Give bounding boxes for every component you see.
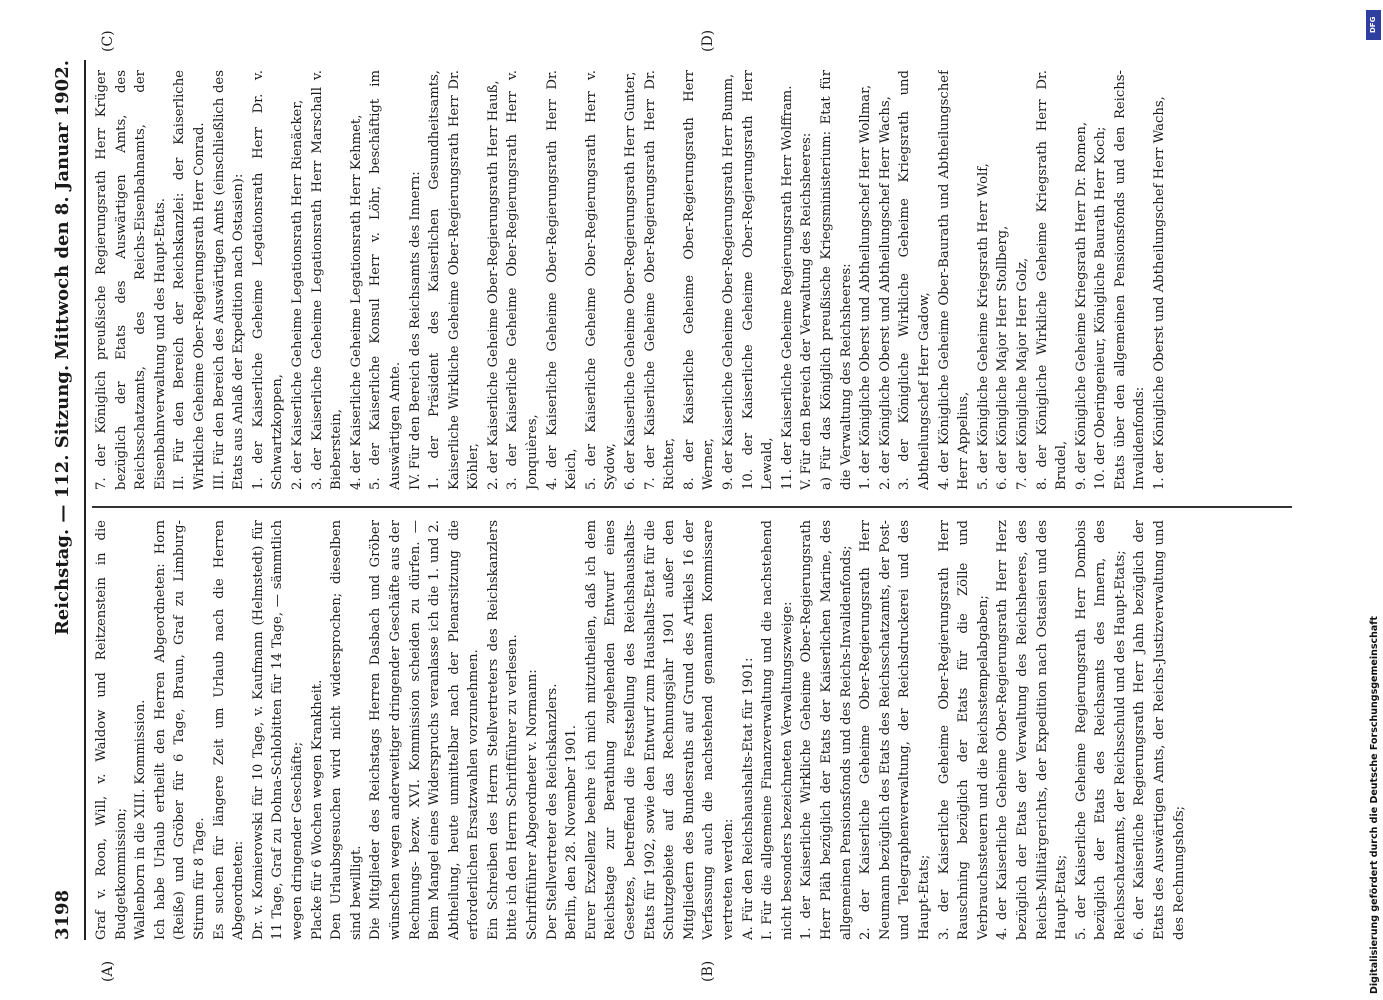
- text-paragraph: 5. der Kaiserliche Geheime Ober-Regierungsrath Herr v. Sydow,: [583, 70, 619, 490]
- text-paragraph: 4. der Königliche Geheime Ober-Baurath und Abtheilungschef Herr Appelius,: [936, 70, 972, 490]
- text-paragraph: 2. der Kaiserliche Geheime Legationsrath Herr Rienäcker,: [289, 99, 305, 490]
- text-paragraph: 2. der Kaiserliche Geheime Ober-Regierungsrath Herr Neumann bezüglich des Etats des Reichsschatzamts, der Post- und Telegraphenverwaltung, der Reichsdruckerei und des Haupt-Etats;: [858, 520, 932, 940]
- text-paragraph: A. Für den Reichshaushalts-Etat für 1901:: [740, 657, 756, 940]
- text-paragraph: 1. der Kaiserliche Wirkliche Geheime Ober-Regierungsrath Herr Pläh bezüglich der Etats der Kaiserlichen Marine, des allgemeinen Pensionsfonds und des Reichs-Invalidenfonds;: [799, 520, 854, 940]
- text-paragraph: 5. der Kaiserliche Konsul Herr v. Löhr, beschäftigt im Auswärtigen Amte.: [368, 70, 403, 490]
- text-paragraph: 2. der Königliche Oberst und Abtheilungschef Herr Wachs,: [877, 96, 893, 490]
- right-column: [92, 70, 1302, 490]
- text-paragraph: 6. der Kaiserliche Regierungsrath Herr Jahn bezüglich der Etats des Auswärtigen Amts, der Reichs-Justizverwaltung und des Rechnungshofs;: [1132, 520, 1187, 940]
- text-paragraph: 9. der Königliche Geheime Kriegsrath Herr Dr. Romen,: [1073, 121, 1089, 490]
- text-paragraph: 8. der Königliche Wirkliche Geheime Kriegsrath Herr Dr. Brudel,: [1034, 70, 1070, 490]
- marker-d: (D): [700, 29, 716, 52]
- column-divider: [92, 506, 1292, 508]
- text-paragraph: Der Stellvertreter des Reichskanzlers.: [544, 683, 560, 940]
- marker-a: (A): [100, 960, 116, 982]
- digitization-credit: Digitalisierung gefördert durch die Deutsche Forschungsgemeinschaft: [1369, 616, 1380, 994]
- text-paragraph: 3. der Kaiserliche Geheime Ober-Regierungsrath Herr Rauschning bezüglich der Etats für die Zölle und Verbrauchssteuern und die Reichsstempelabgaben;: [936, 520, 991, 940]
- text-paragraph: a) Für das Königlich preußische Kriegsministerium: Etat für die Verwaltung des Reichsheeres:: [818, 70, 854, 490]
- header-rule: [84, 60, 86, 940]
- text-paragraph: IV. Für den Bereich des Reichsamts des Innern:: [407, 171, 423, 490]
- text-paragraph: I. Für die allgemeine Finanzverwaltung und die nachstehend nicht besonders bezeichneten Verwaltungszweige:: [760, 520, 795, 940]
- text-paragraph: 3. der Kaiserliche Geheime Ober-Regierungsrath Herr v. Jonquières,: [505, 70, 541, 490]
- text-paragraph: Schriftführer Abgeordneter v. Normann:: [525, 669, 541, 940]
- text-paragraph: 1. der Kaiserliche Geheime Legationsrath Herr Dr. v. Schwartzkoppen,: [250, 70, 286, 490]
- text-paragraph: Ich habe Urlaub ertheilt den Herren Abgeordneten: Horn (Reiße) und Gröber für 6 Tage, Braun, Graf zu Limburg-Stirum für 8 Tage.: [152, 520, 207, 940]
- text-paragraph: Ein Schreiben des Herrn Stellvertreters des Reichskanzlers bitte ich den Herrn Schriftführer zu verlesen.: [485, 520, 521, 940]
- text-paragraph: 8. der Kaiserliche Geheime Ober-Regierungsrath Herr Werner,: [681, 70, 717, 490]
- text-paragraph: 10. der Oberingenieur, Königliche Baurath Herr Koch;: [1093, 126, 1109, 490]
- text-paragraph: III. Für den Bereich des Auswärtigen Amts (einschließlich des Etats aus Anlaß der Expedition nach Ostasien):: [211, 70, 247, 490]
- text-paragraph: 7. der Königlich preußische Regierungsrath Herr Krüger bezüglich der Etats des Auswärtigen Amts, des Reichsschatzamts, des Reichs-Eisenbahnamts, der Eisenbahnverwaltung und des Haupt-Etats.: [94, 70, 168, 490]
- text-paragraph: 4. der Kaiserliche Geheime Ober-Regierungsrath Herr Dr. Keich,: [544, 70, 580, 490]
- text-paragraph: 7. der Königliche Major Herr Golz,: [1014, 257, 1030, 490]
- page-number: 3198: [52, 889, 73, 940]
- text-paragraph: 4. der Kaiserliche Geheime Ober-Regierungsrath Herr Herz bezüglich der Etats der Verwaltung des Reichsheeres, des Reichs-Militärgerichts, der Expedition nach Ostasien und des Haupt-Etats;: [995, 520, 1070, 940]
- text-paragraph: 1. der Königliche Oberst und Abtheilungschef Herr Wollmar,: [858, 84, 874, 490]
- text-paragraph: 9. der Kaiserliche Geheime Ober-Regierungsrath Herr Bumm,: [721, 73, 736, 490]
- marker-c: (C): [100, 30, 116, 52]
- text-paragraph: Es suchen für längere Zeit um Urlaub nach die Herren Abgeordneten:: [211, 520, 247, 940]
- text-paragraph: 1. der Königliche Oberst und Abtheilungschef Herr Wachs,: [1152, 96, 1168, 490]
- page-header: [52, 60, 82, 940]
- text-paragraph: 5. der Kaiserliche Geheime Regierungsrath Herr Dombois bezüglich der Etats des Reichsamts des Innern, des Reichsschatzamts, der Reichsschuld und des Haupt-Etats;: [1073, 520, 1128, 940]
- text-paragraph: 11. der Kaiserliche Geheime Regierungsrath Herr Wolffram.: [779, 85, 795, 490]
- text-paragraph: 2. der Kaiserliche Geheime Ober-Regierungsrath Herr Hauß,: [485, 80, 501, 490]
- text-paragraph: 7. der Kaiserliche Geheime Ober-Regierungsrath Herr Dr. Richter,: [642, 70, 678, 490]
- text-paragraph: Placke für 6 Wochen wegen Krankheit.: [309, 679, 325, 940]
- text-paragraph: Graf v. Roon, Will, v. Waldow und Reitzenstein in die Budgetkommission;: [94, 520, 129, 940]
- text-paragraph: 6. der Kaiserliche Geheime Ober-Regierungsrath Herr Gunter,: [623, 71, 639, 490]
- text-paragraph: 4. der Kaiserliche Geheime Legationsrath Herr Kehmet,: [348, 114, 364, 490]
- text-paragraph: Wallenborn in die XIII. Kommission.: [133, 699, 149, 940]
- dfg-logo: DFG: [1366, 10, 1381, 40]
- text-paragraph: 3. der Königliche Wirkliche Geheime Kriegsrath und Abtheilungschef Herr Gadow,: [897, 70, 932, 490]
- left-column: [92, 520, 1302, 940]
- text-paragraph: 3. der Kaiserliche Geheime Legationsrath Herr Marschall v. Bieberstein,: [309, 70, 345, 490]
- session-date: Mittwoch den 8. Januar 1902.: [52, 60, 73, 360]
- text-paragraph: 5. der Königliche Geheime Kriegsrath Herr Wolf,: [975, 163, 991, 490]
- text-paragraph: 10. der Kaiserliche Geheime Ober-Regierungsrath Herr Lewald,: [740, 70, 776, 490]
- text-paragraph: Etats über den allgemeinen Pensionsfonds und den Reichs-Invalidenfonds:: [1112, 70, 1148, 490]
- text-paragraph: Dr. v. Komierowski für 10 Tage, v. Kaufmann (Helmstedt) für 11 Tage, Graf zu Dohna-Schlobitten für 14 Tage, — sämmtlich wegen dringender Geschäfte;: [250, 520, 305, 940]
- text-paragraph: II. Für den Bereich der Reichskanzlei: der Kaiserliche Wirkliche Geheime Ober-Regierungsrath Herr Conrad.: [172, 70, 207, 490]
- text-paragraph: 1. der Präsident des Kaiserlichen Gesundheitsamts, Kaiserliche Wirkliche Geheime Ober-Regierungsrath Herr Dr. Köhler,: [427, 70, 482, 490]
- text-paragraph: Berlin, den 28. November 1901.: [564, 725, 580, 940]
- text-paragraph: Eurer Exzellenz beehre ich mich mitzutheilen, daß ich dem Reichstage zur Berathung zugehenden Entwurf eines Gesetzes, betreffend die Feststellung des Reichshaushalts-Etats für 1902, sowie den Entwurf zum Haushalts-Etat für die Schutzgebiete auf das Rechnungsjahr 1901 außer den Mitgliedern des Bundesraths auf Grund des Artikels 16 der Verfassung auch die nachstehend genannten Kommissare vertreten werden:: [583, 520, 736, 940]
- text-paragraph: V. Für den Bereich der Verwaltung des Reichsheeres:: [799, 132, 815, 490]
- text-paragraph: Die Mitglieder des Reichstags Herren Dasbach und Gröber wünschen wegen anderweitiger dringender Geschäfte aus der Rechnungs- bezw. XVI. Kommission scheiden zu dürfen. — Beim Mangel eines Widerspruchs veranlasse ich die 1. und 2. Abtheilung, heute unmittelbar nach der Plenarsitzung die erforderlichen Ersatzwahlen vorzunehmen.: [368, 520, 482, 940]
- text-paragraph: 6. der Königliche Major Herr Stollberg,: [995, 225, 1011, 490]
- text-paragraph: Den Urlaubsgesuchen wird nicht widersprochen; dieselben sind bewilligt.: [329, 520, 364, 940]
- marker-b: (B): [700, 960, 716, 982]
- session-title: Reichstag. — 112. Sitzung.: [52, 364, 73, 636]
